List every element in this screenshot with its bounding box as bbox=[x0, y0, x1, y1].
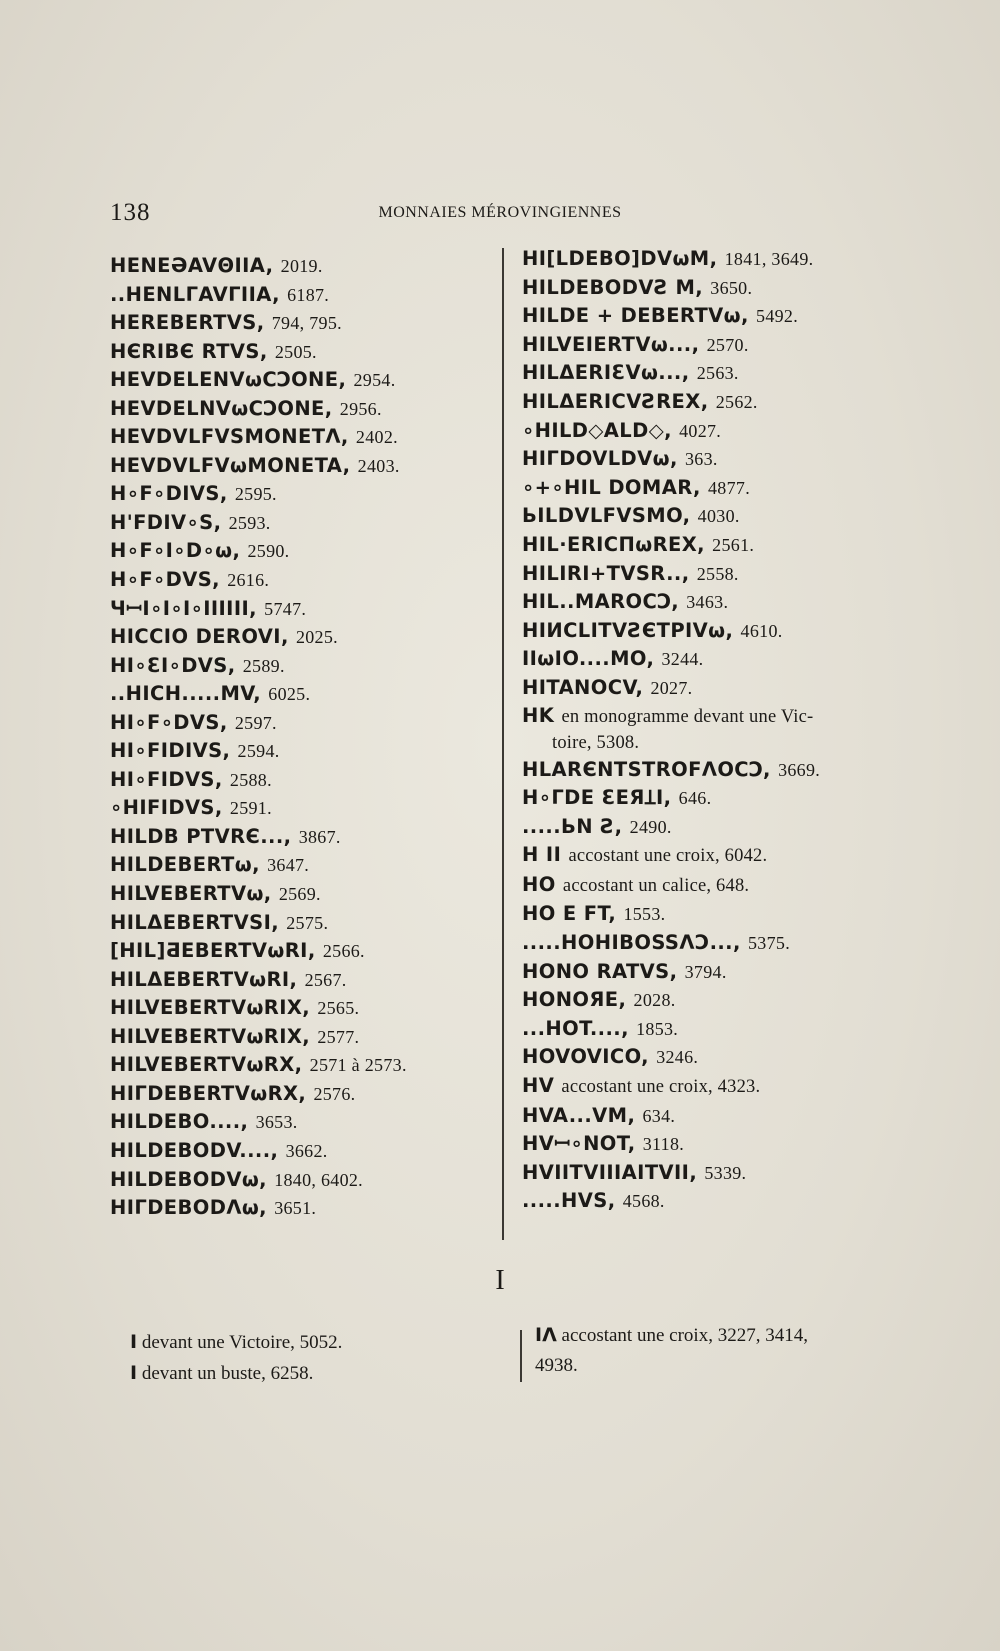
entry-reference: 3118. bbox=[642, 1134, 685, 1155]
entry-reference: 2591. bbox=[229, 798, 272, 819]
entry-legend: HI∘FIDVS, bbox=[110, 767, 223, 791]
entry-continuation: toire, 5308. bbox=[552, 732, 640, 753]
entry-legend: H∘F∘I∘D∘ω, bbox=[110, 539, 241, 563]
entry-reference: 4027. bbox=[679, 420, 722, 441]
index-entry bbox=[110, 1051, 495, 1080]
index-entry bbox=[110, 623, 495, 652]
entry-legend: HILVEBERTVωRIX, bbox=[110, 1024, 311, 1048]
entry-reference: 2594. bbox=[237, 741, 280, 762]
entry-legend: HENEƏAVΘIIA, bbox=[110, 254, 274, 277]
entry-legend: HILΔERICVƧREX, bbox=[522, 389, 709, 413]
entry-reference: 634. bbox=[642, 1105, 676, 1126]
entry-reference: 3653. bbox=[255, 1112, 298, 1133]
entry-reference: 3647. bbox=[267, 855, 310, 876]
entry-legend: H'FDIV∘S, bbox=[110, 510, 222, 534]
entry-legend: HILΔEBERTVωRI, bbox=[110, 967, 298, 991]
entry-legend: HICCIO DEROVI, bbox=[110, 625, 289, 649]
entry-reference: 2019. bbox=[280, 256, 323, 276]
page-header bbox=[110, 195, 890, 235]
section-i-right-column bbox=[535, 1320, 915, 1381]
entry-reference: 2567. bbox=[304, 969, 347, 990]
index-entry bbox=[110, 909, 495, 938]
entry-legend: HEVDELENVωϹϽONE, bbox=[110, 368, 347, 392]
entry-description: accostant une croix, 6042. bbox=[568, 846, 768, 867]
entry-reference: 5747. bbox=[264, 598, 307, 619]
entry-reference: 4877. bbox=[708, 477, 750, 498]
entry-legend: HITANOCV, bbox=[522, 675, 644, 699]
entry-legend: ∘+∘HIL DOMAR, bbox=[522, 475, 701, 499]
index-entry bbox=[522, 502, 902, 531]
entry-reference: 5375. bbox=[748, 933, 790, 954]
entry-legend: HONO RATVS, bbox=[522, 959, 678, 983]
entry-reference: 2588. bbox=[229, 769, 272, 790]
entry-reference: 2570. bbox=[706, 334, 749, 355]
entry-description: accostant une croix, 4323. bbox=[561, 1077, 761, 1098]
entry-legend: HI∘FIDIVS, bbox=[110, 739, 231, 763]
entry-reference: 1853. bbox=[636, 1018, 679, 1039]
index-entry bbox=[522, 617, 902, 646]
entry-continuation: 4938. bbox=[535, 1355, 578, 1376]
entry-reference: 3651. bbox=[274, 1198, 317, 1219]
index-entry bbox=[110, 595, 495, 624]
index-entry bbox=[522, 245, 902, 274]
index-entry bbox=[522, 645, 902, 674]
index-entry bbox=[522, 331, 902, 360]
entry-description: accostant une croix, 3227, 3414, bbox=[561, 1325, 808, 1346]
running-title: MONNAIES MÉROVINGIENNES bbox=[378, 204, 622, 221]
left-column bbox=[110, 252, 495, 1223]
entry-legend: HEVDELNVωϹϽONE, bbox=[110, 396, 333, 420]
entry-reference: 2562. bbox=[715, 391, 758, 412]
index-entry bbox=[110, 709, 495, 738]
index-entry bbox=[110, 994, 495, 1023]
entry-legend: .....HOHIBOSSΛƆ..., bbox=[522, 931, 741, 955]
index-entry bbox=[522, 703, 902, 756]
entry-reference: 2558. bbox=[696, 563, 739, 584]
column-divider bbox=[502, 248, 504, 1240]
index-entry bbox=[110, 1080, 495, 1109]
entry-reference: 2025. bbox=[295, 627, 338, 648]
entry-legend: .....HVS, bbox=[522, 1189, 616, 1213]
index-entry bbox=[535, 1320, 915, 1381]
entry-reference: 3867. bbox=[298, 826, 341, 847]
entry-reference: 2575. bbox=[286, 912, 329, 933]
entry-reference: 2616. bbox=[227, 570, 270, 591]
entry-legend: HI∘F∘DVS, bbox=[110, 710, 228, 734]
index-entry bbox=[110, 966, 495, 995]
index-entry bbox=[110, 1023, 495, 1052]
entry-legend: H∘ΓDE ƐEЯꞱI, bbox=[522, 786, 672, 810]
index-entry bbox=[110, 1194, 495, 1223]
entry-description: devant un buste, 6258. bbox=[141, 1363, 314, 1384]
entry-reference: 2589. bbox=[242, 655, 285, 676]
index-entry bbox=[110, 537, 495, 566]
entry-legend: .....ЬN Ƨ, bbox=[522, 814, 623, 838]
index-entry bbox=[522, 900, 902, 929]
entry-legend: HILVEIERTVω..., bbox=[522, 332, 700, 356]
index-entry bbox=[522, 474, 902, 503]
entry-reference: 3662. bbox=[285, 1140, 328, 1161]
entry-legend: HILDE + DEBERTVω, bbox=[522, 304, 749, 328]
entry-legend: HILΔERIƐVω..., bbox=[522, 361, 690, 385]
entry-reference: 2595. bbox=[234, 484, 277, 505]
index-entry bbox=[110, 309, 495, 338]
entry-reference: 2954. bbox=[353, 370, 396, 391]
entry-reference: 2403. bbox=[357, 455, 400, 476]
entry-legend: HK bbox=[522, 703, 555, 727]
entry-legend: HVA...VM, bbox=[522, 1103, 636, 1127]
entry-legend: HILVEBERTVω, bbox=[110, 882, 272, 906]
entry-reference: 646. bbox=[678, 788, 712, 809]
entry-legend: IIωIO....MO, bbox=[522, 647, 655, 671]
index-entry bbox=[522, 1187, 902, 1216]
entry-reference: 2576. bbox=[313, 1083, 356, 1104]
entry-legend: HILDEBERTω, bbox=[110, 853, 260, 877]
entry-reference: 1841, 3649. bbox=[724, 249, 814, 269]
entry-legend: I bbox=[130, 1331, 138, 1353]
index-entry bbox=[110, 737, 495, 766]
entry-legend: HILΔEBERTVSI, bbox=[110, 910, 280, 934]
entry-legend: HIL·ERICПωREX, bbox=[522, 532, 705, 556]
entry-reference: 2956. bbox=[339, 398, 382, 419]
index-entry bbox=[522, 756, 902, 785]
entry-reference: 2565. bbox=[317, 998, 360, 1019]
entry-legend: ∘HIFIDVS, bbox=[110, 796, 223, 820]
entry-legend: ...HOT...., bbox=[522, 1016, 629, 1040]
entry-reference: 363. bbox=[685, 449, 718, 470]
section-letter-heading: I bbox=[495, 1265, 505, 1296]
entry-reference: 6025. bbox=[268, 684, 311, 705]
index-entry bbox=[110, 281, 495, 310]
index-entry bbox=[522, 359, 902, 388]
entry-reference: 5339. bbox=[704, 1162, 747, 1183]
index-entry bbox=[522, 1072, 902, 1102]
index-entry bbox=[522, 445, 902, 474]
section-i-divider bbox=[520, 1330, 522, 1382]
index-entry bbox=[522, 388, 902, 417]
index-entry bbox=[522, 813, 902, 842]
index-entry bbox=[130, 1358, 500, 1389]
entry-reference: 2590. bbox=[247, 541, 290, 562]
entry-legend: HILDEBODVω, bbox=[110, 1167, 267, 1191]
section-i-left-column bbox=[130, 1327, 500, 1389]
entry-reference: 2490. bbox=[629, 816, 672, 837]
entry-legend: HO E FT, bbox=[522, 902, 617, 926]
index-entry bbox=[130, 1327, 500, 1358]
entry-reference: 2566. bbox=[322, 941, 365, 962]
index-entry bbox=[522, 1043, 902, 1072]
entry-legend: HILIRI+TVSR.., bbox=[522, 561, 690, 585]
entry-reference: 4610. bbox=[740, 620, 783, 641]
index-entry bbox=[110, 395, 495, 424]
entry-legend: HЄRIBЄ RTVS, bbox=[110, 339, 268, 363]
index-entry bbox=[110, 880, 495, 909]
entry-reference: 3463. bbox=[686, 592, 729, 613]
entry-legend: HILDB PTVRЄ..., bbox=[110, 824, 292, 848]
index-entry bbox=[522, 1102, 902, 1131]
entry-legend: [HIL]ƋEBERTVωRI, bbox=[110, 939, 316, 963]
index-entry bbox=[110, 652, 495, 681]
entry-legend: HVIITVIIIAITVII, bbox=[522, 1160, 698, 1184]
index-entry bbox=[522, 274, 902, 303]
entry-legend: IΛ bbox=[535, 1324, 557, 1346]
index-entry bbox=[522, 1159, 902, 1188]
index-entry bbox=[522, 1130, 902, 1159]
entry-reference: 6187. bbox=[287, 284, 330, 305]
index-entry bbox=[522, 986, 902, 1015]
entry-reference: 2505. bbox=[274, 341, 317, 362]
index-entry bbox=[110, 1137, 495, 1166]
entry-reference: 2597. bbox=[234, 712, 277, 733]
index-entry bbox=[522, 929, 902, 958]
entry-legend: HEVDVLFVSMONETΛ, bbox=[110, 425, 349, 449]
entry-legend: H∘F∘DIVS, bbox=[110, 482, 228, 506]
entry-reference: 4030. bbox=[697, 506, 740, 527]
entry-reference: 2561. bbox=[712, 534, 755, 555]
entry-reference: 2027. bbox=[650, 677, 693, 698]
entry-legend: HIИCLITVƧЄTPIVω, bbox=[522, 618, 734, 642]
right-column bbox=[522, 245, 902, 1216]
entry-legend: HEREBERTVS, bbox=[110, 311, 265, 335]
page-number: 138 bbox=[110, 199, 151, 226]
entry-reference: 2569. bbox=[278, 884, 321, 905]
index-entry bbox=[522, 302, 902, 331]
index-entry bbox=[522, 417, 902, 446]
index-entry bbox=[110, 366, 495, 395]
index-entry bbox=[110, 252, 495, 281]
entry-legend: HLARЄNTSTROFΛOϹϽ, bbox=[522, 757, 771, 781]
entry-reference: 2571 à 2573. bbox=[309, 1055, 407, 1076]
entry-reference: 3246. bbox=[656, 1047, 699, 1068]
index-entry bbox=[110, 794, 495, 823]
entry-legend: HVꟷ∘NOT, bbox=[522, 1132, 636, 1156]
entry-reference: 794, 795. bbox=[271, 313, 342, 334]
entry-description: accostant un calice, 648. bbox=[562, 875, 750, 896]
entry-reference: 3650. bbox=[710, 277, 753, 298]
entry-reference: 3244. bbox=[661, 649, 704, 670]
entry-reference: 1553. bbox=[623, 904, 666, 925]
index-entry bbox=[110, 766, 495, 795]
entry-reference: 3669. bbox=[778, 759, 821, 780]
index-entry bbox=[110, 566, 495, 595]
entry-reference: 2577. bbox=[317, 1026, 360, 1047]
entry-legend: HOVOVICO, bbox=[522, 1045, 649, 1069]
entry-description: devant une Victoire, 5052. bbox=[141, 1332, 343, 1353]
entry-legend: HILDEBODV...., bbox=[110, 1138, 279, 1162]
entry-legend: HIΓDEBERTVωRX, bbox=[110, 1081, 307, 1105]
entry-description: en monogramme devant une Vic- bbox=[561, 706, 814, 727]
entry-legend: HI∘ƐI∘DVS, bbox=[110, 653, 236, 677]
entry-legend: HEVDVLFVωMONETA, bbox=[110, 453, 351, 477]
entry-reference: 3794. bbox=[684, 961, 727, 982]
index-entry bbox=[522, 784, 902, 813]
index-entry bbox=[522, 871, 902, 901]
index-entry bbox=[522, 958, 902, 987]
index-entry bbox=[110, 480, 495, 509]
index-entry bbox=[110, 338, 495, 367]
entry-reference: 4568. bbox=[622, 1191, 665, 1212]
index-entry bbox=[110, 509, 495, 538]
index-entry bbox=[522, 1015, 902, 1044]
index-entry bbox=[522, 674, 902, 703]
index-entry bbox=[522, 531, 902, 560]
entry-reference: 2563. bbox=[696, 363, 739, 384]
entry-legend: HIΓDOVLDVω, bbox=[522, 447, 678, 471]
entry-legend: ЧꟷI∘I∘I∘IIIIII, bbox=[110, 596, 257, 620]
entry-legend: HIΓDEBODΛω, bbox=[110, 1196, 267, 1220]
entry-legend: HV bbox=[522, 1074, 555, 1098]
entry-legend: ..HENLΓAVΓIIA, bbox=[110, 282, 280, 306]
entry-legend: HILVEBERTVωRIX, bbox=[110, 996, 311, 1020]
index-entry bbox=[110, 1108, 495, 1137]
index-entry bbox=[522, 560, 902, 589]
entry-legend: H∘F∘DVS, bbox=[110, 568, 220, 592]
entry-reference: 1840, 6402. bbox=[274, 1169, 363, 1190]
entry-reference: 2593. bbox=[228, 512, 271, 533]
index-entry bbox=[110, 851, 495, 880]
entry-legend: HONOЯE, bbox=[522, 988, 627, 1012]
index-entry bbox=[110, 680, 495, 709]
entry-legend: ..HICH.....MV, bbox=[110, 682, 262, 706]
entry-legend: HIL..MAROϹϽ, bbox=[522, 590, 680, 614]
entry-reference: 2028. bbox=[633, 990, 676, 1011]
entry-reference: 5492. bbox=[756, 306, 799, 327]
index-entry bbox=[522, 841, 902, 871]
index-entry bbox=[110, 1166, 495, 1195]
index-entry bbox=[110, 823, 495, 852]
index-entry bbox=[110, 423, 495, 452]
entry-legend: HO bbox=[522, 872, 556, 896]
index-entry bbox=[522, 588, 902, 617]
entry-legend: H II bbox=[522, 843, 562, 867]
entry-legend: ЬILDVLFVSMO, bbox=[522, 504, 691, 528]
entry-legend: I bbox=[130, 1362, 138, 1384]
entry-legend: HILDEBO...., bbox=[110, 1110, 249, 1134]
index-entry bbox=[110, 452, 495, 481]
entry-legend: HILVEBERTVωRX, bbox=[110, 1053, 303, 1077]
entry-legend: HI[LDEBO]DVωM, bbox=[522, 247, 718, 270]
entry-legend: ∘HILD◇ALD◇, bbox=[522, 418, 672, 442]
index-entry bbox=[110, 937, 495, 966]
entry-reference: 2402. bbox=[355, 427, 398, 448]
entry-legend: HILDEBODVƧ M, bbox=[522, 275, 704, 299]
